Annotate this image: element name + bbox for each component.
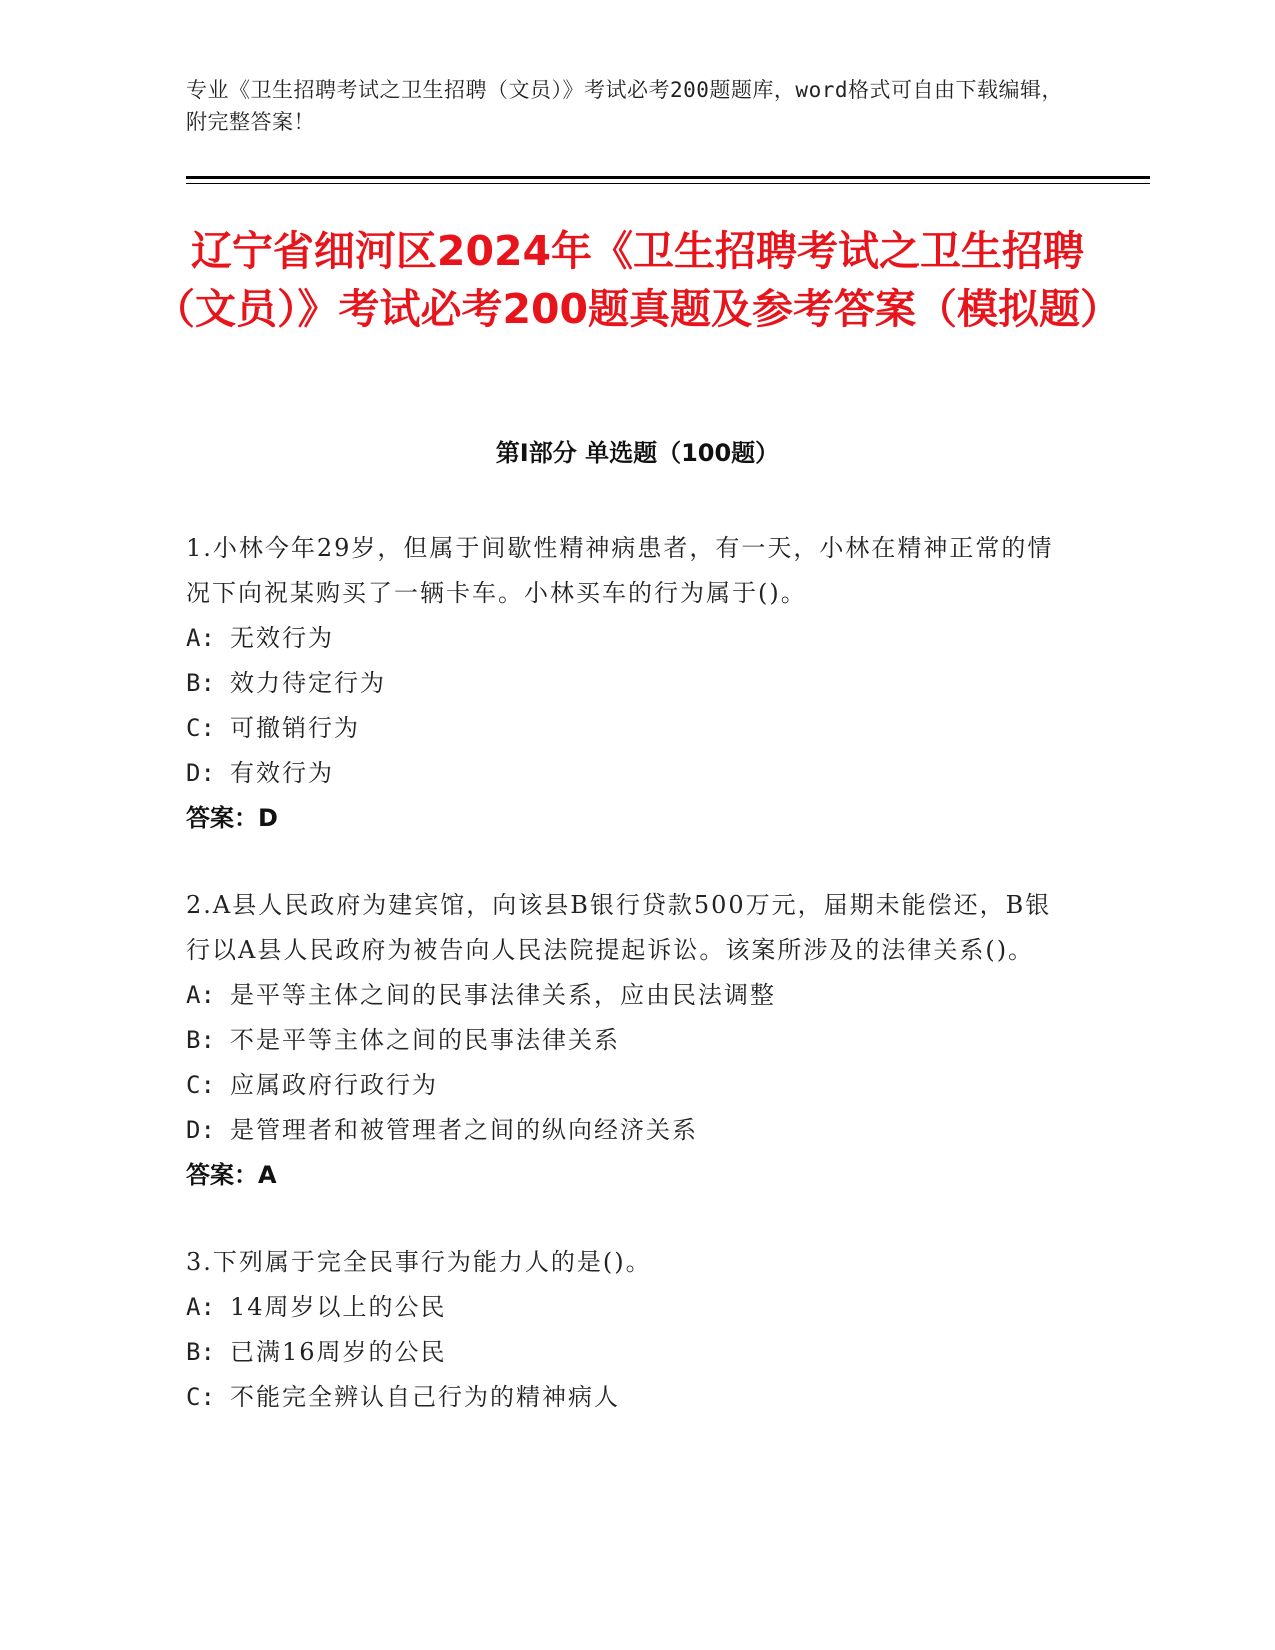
option-letter: C: (186, 1071, 215, 1099)
option-b (186, 661, 1076, 706)
option-letter: C: (186, 1383, 215, 1411)
question-stem: 1.小林今年29岁，但属于间歇性精神病患者，有一天，小林在精神正常的情况下向祝某购买了一辆卡车。小林买车的行为属于()。 (186, 534, 1054, 607)
option-text: 应属政府行政行为 (230, 1071, 438, 1099)
option-letter: B: (186, 1338, 215, 1366)
option-text: 有效行为 (230, 759, 334, 787)
option-c (186, 706, 1076, 751)
option-c (186, 1375, 1076, 1420)
option-letter: B: (186, 669, 215, 697)
header-rule-thin (186, 183, 1150, 184)
option-letter: A: (186, 1293, 215, 1321)
option-text: 是平等主体之间的民事法律关系，应由民法调整 (230, 981, 776, 1009)
option-letter: D: (186, 1116, 215, 1144)
option-a (186, 1285, 1076, 1330)
option-letter: B: (186, 1026, 215, 1054)
question-2 (186, 883, 1076, 1198)
option-c (186, 1063, 1076, 1108)
question-1 (186, 526, 1076, 841)
answer-line: 答案：A (186, 1161, 277, 1189)
option-text: 是管理者和被管理者之间的纵向经济关系 (230, 1116, 698, 1144)
option-text: 14周岁以上的公民 (230, 1293, 447, 1321)
option-a (186, 616, 1076, 661)
header-rule-thick (186, 176, 1150, 179)
option-text: 已满16周岁的公民 (230, 1338, 447, 1366)
section-heading: 第I部分 单选题（100题） (495, 439, 780, 467)
option-text: 可撤销行为 (230, 714, 360, 742)
header-note: 专业《卫生招聘考试之卫生招聘（文员）》考试必考200题题库，word格式可自由下载编辑，附完整答案！ (186, 78, 1063, 134)
option-b (186, 1018, 1076, 1063)
question-3 (186, 1240, 1076, 1420)
option-letter: C: (186, 714, 215, 742)
option-a (186, 973, 1076, 1018)
question-list (186, 526, 1076, 1462)
option-b (186, 1330, 1076, 1375)
option-d (186, 1108, 1076, 1153)
option-letter: D: (186, 759, 215, 787)
option-letter: A: (186, 981, 215, 1009)
option-text: 无效行为 (230, 624, 334, 652)
question-stem: 3.下列属于完全民事行为能力人的是()。 (186, 1248, 652, 1276)
option-text: 效力待定行为 (230, 669, 386, 697)
document-title: 辽宁省细河区2024年《卫生招聘考试之卫生招聘（文员）》考试必考200题真题及参考答案（模拟题） (153, 227, 1122, 333)
answer-line: 答案：D (186, 804, 278, 832)
option-d (186, 751, 1076, 796)
question-stem: 2.A县人民政府为建宾馆，向该县B银行贷款500万元，届期未能偿还，B银行以A县人民政府为被告向人民法院提起诉讼。该案所涉及的法律关系()。 (186, 891, 1052, 964)
option-letter: A: (186, 624, 215, 652)
option-text: 不是平等主体之间的民事法律关系 (230, 1026, 620, 1054)
option-text: 不能完全辨认自己行为的精神病人 (230, 1383, 620, 1411)
